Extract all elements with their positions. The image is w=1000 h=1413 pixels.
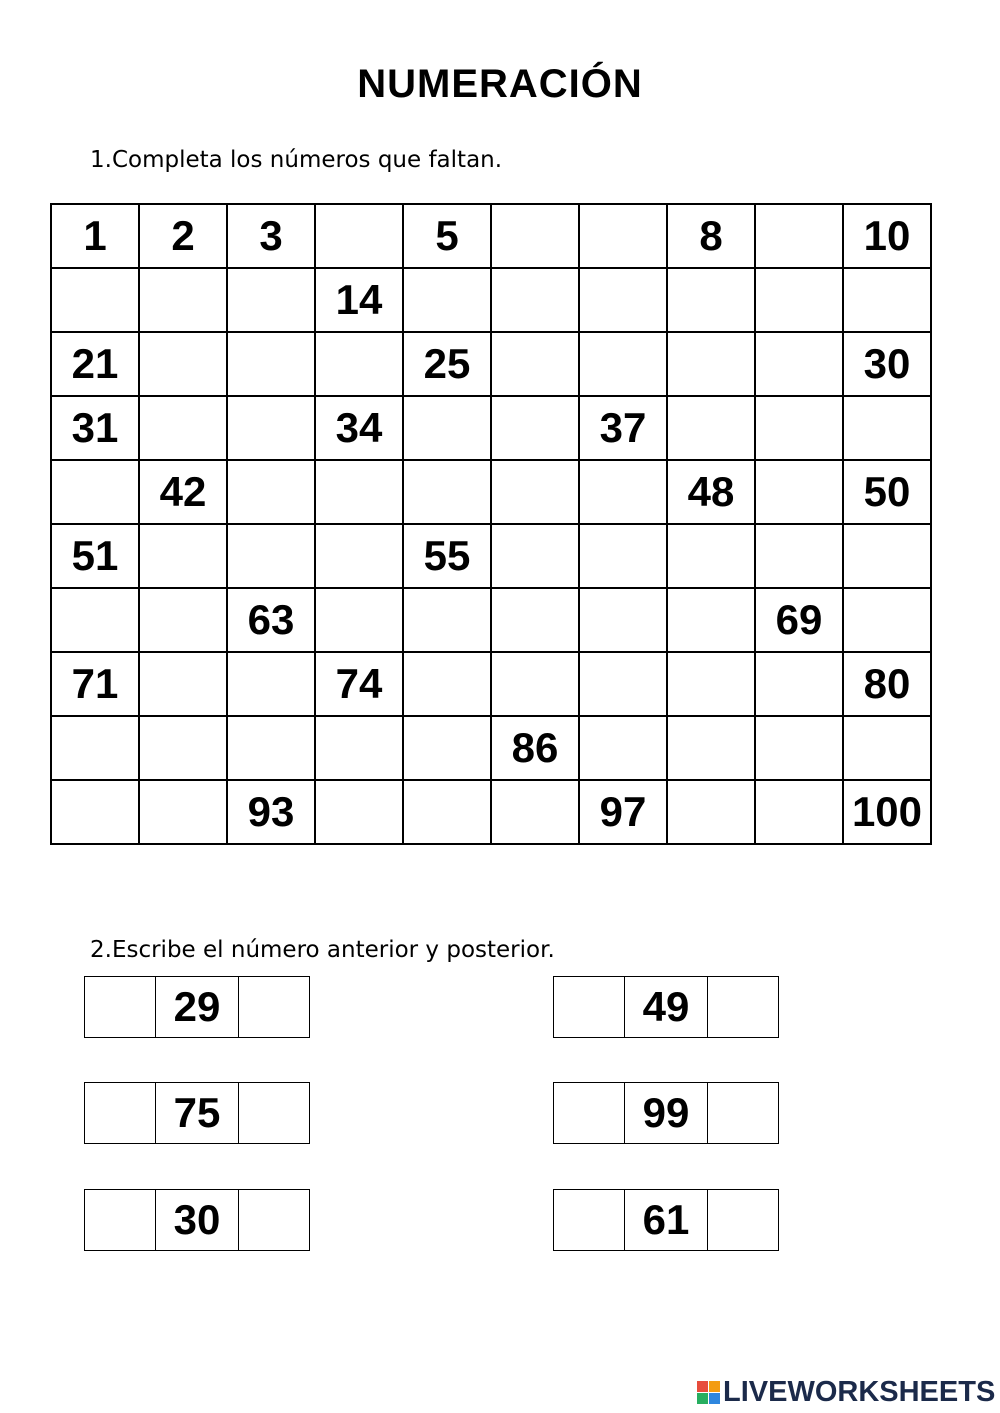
grid-number-cell: 30 — [843, 332, 931, 396]
grid-answer-cell[interactable] — [491, 588, 579, 652]
logo-square-3 — [697, 1393, 708, 1404]
grid-answer-cell[interactable] — [755, 780, 843, 844]
grid-answer-cell[interactable] — [491, 396, 579, 460]
grid-answer-cell[interactable] — [843, 268, 931, 332]
grid-number-cell: 86 — [491, 716, 579, 780]
given-number: 99 — [625, 1083, 708, 1143]
grid-answer-cell[interactable] — [843, 396, 931, 460]
grid-answer-cell[interactable] — [315, 716, 403, 780]
neighbor-exercise — [84, 1082, 310, 1144]
grid-number-cell: 93 — [227, 780, 315, 844]
grid-answer-cell[interactable] — [403, 588, 491, 652]
grid-number-cell: 48 — [667, 460, 755, 524]
grid-answer-cell[interactable] — [51, 460, 139, 524]
grid-answer-cell[interactable] — [139, 588, 227, 652]
grid-answer-cell[interactable] — [843, 716, 931, 780]
next-number-field[interactable] — [239, 1190, 309, 1250]
grid-answer-cell[interactable] — [491, 268, 579, 332]
grid-answer-cell[interactable] — [315, 780, 403, 844]
grid-answer-cell[interactable] — [227, 652, 315, 716]
logo-icon — [697, 1381, 720, 1404]
grid-row — [51, 780, 931, 844]
grid-answer-cell[interactable] — [227, 332, 315, 396]
grid-answer-cell[interactable] — [227, 396, 315, 460]
grid-number-cell: 14 — [315, 268, 403, 332]
grid-answer-cell[interactable] — [667, 332, 755, 396]
grid-answer-cell[interactable] — [315, 588, 403, 652]
previous-number-field[interactable] — [85, 977, 156, 1037]
grid-answer-cell[interactable] — [491, 204, 579, 268]
next-number-field[interactable] — [708, 1083, 778, 1143]
grid-answer-cell[interactable] — [51, 268, 139, 332]
grid-row — [51, 204, 931, 268]
grid-answer-cell[interactable] — [579, 652, 667, 716]
grid-answer-cell[interactable] — [755, 396, 843, 460]
neighbor-exercise — [553, 976, 779, 1038]
grid-number-cell: 21 — [51, 332, 139, 396]
grid-answer-cell[interactable] — [755, 332, 843, 396]
grid-row — [51, 268, 931, 332]
grid-answer-cell[interactable] — [403, 396, 491, 460]
grid-answer-cell[interactable] — [491, 332, 579, 396]
grid-answer-cell[interactable] — [579, 716, 667, 780]
previous-number-field[interactable] — [554, 1083, 625, 1143]
grid-answer-cell[interactable] — [491, 652, 579, 716]
grid-row — [51, 524, 931, 588]
neighbor-exercise — [84, 1189, 310, 1251]
grid-answer-cell[interactable] — [403, 716, 491, 780]
grid-answer-cell[interactable] — [491, 780, 579, 844]
grid-number-cell: 5 — [403, 204, 491, 268]
grid-answer-cell[interactable] — [843, 524, 931, 588]
next-number-field[interactable] — [239, 1083, 309, 1143]
grid-answer-cell[interactable] — [667, 588, 755, 652]
grid-answer-cell[interactable] — [579, 332, 667, 396]
grid-number-cell: 10 — [843, 204, 931, 268]
grid-answer-cell[interactable] — [667, 716, 755, 780]
grid-number-cell: 1 — [51, 204, 139, 268]
grid-answer-cell[interactable] — [667, 524, 755, 588]
grid-answer-cell[interactable] — [315, 460, 403, 524]
logo-square-2 — [709, 1381, 720, 1392]
grid-number-cell: 51 — [51, 524, 139, 588]
grid-answer-cell[interactable] — [227, 524, 315, 588]
grid-answer-cell[interactable] — [51, 716, 139, 780]
grid-number-cell: 100 — [843, 780, 931, 844]
grid-answer-cell[interactable] — [579, 524, 667, 588]
given-number: 30 — [156, 1190, 239, 1250]
given-number: 75 — [156, 1083, 239, 1143]
grid-answer-cell[interactable] — [667, 652, 755, 716]
grid-number-cell: 55 — [403, 524, 491, 588]
grid-row — [51, 588, 931, 652]
grid-answer-cell[interactable] — [315, 524, 403, 588]
grid-number-cell: 25 — [403, 332, 491, 396]
grid-number-cell: 97 — [579, 780, 667, 844]
grid-row — [51, 396, 931, 460]
grid-answer-cell[interactable] — [667, 780, 755, 844]
grid-answer-cell[interactable] — [755, 652, 843, 716]
grid-answer-cell[interactable] — [139, 268, 227, 332]
neighbor-exercise — [84, 976, 310, 1038]
grid-number-cell: 50 — [843, 460, 931, 524]
grid-answer-cell[interactable] — [51, 588, 139, 652]
grid-answer-cell[interactable] — [139, 716, 227, 780]
grid-answer-cell[interactable] — [579, 204, 667, 268]
logo-square-4 — [709, 1393, 720, 1404]
number-grid — [50, 203, 932, 845]
grid-row — [51, 652, 931, 716]
grid-number-cell: 31 — [51, 396, 139, 460]
grid-answer-cell[interactable] — [139, 332, 227, 396]
grid-answer-cell[interactable] — [403, 460, 491, 524]
grid-answer-cell[interactable] — [403, 268, 491, 332]
grid-answer-cell[interactable] — [755, 268, 843, 332]
grid-row — [51, 460, 931, 524]
grid-answer-cell[interactable] — [227, 460, 315, 524]
grid-answer-cell[interactable] — [139, 396, 227, 460]
logo-text: LIVEWORKSHEETS — [723, 1376, 996, 1408]
grid-answer-cell[interactable] — [843, 588, 931, 652]
given-number: 49 — [625, 977, 708, 1037]
grid-answer-cell[interactable] — [491, 460, 579, 524]
grid-answer-cell[interactable] — [755, 204, 843, 268]
neighbor-exercise — [553, 1082, 779, 1144]
neighbor-exercise — [553, 1189, 779, 1251]
grid-number-cell: 63 — [227, 588, 315, 652]
grid-number-cell: 69 — [755, 588, 843, 652]
grid-row — [51, 332, 931, 396]
next-number-field[interactable] — [708, 1190, 778, 1250]
grid-answer-cell[interactable] — [667, 396, 755, 460]
instruction-1: 1.Completa los números que faltan. — [90, 147, 503, 173]
grid-answer-cell[interactable] — [315, 204, 403, 268]
grid-number-cell: 80 — [843, 652, 931, 716]
grid-answer-cell[interactable] — [755, 716, 843, 780]
grid-answer-cell[interactable] — [579, 588, 667, 652]
grid-number-cell: 34 — [315, 396, 403, 460]
grid-answer-cell[interactable] — [227, 716, 315, 780]
grid-number-cell: 37 — [579, 396, 667, 460]
previous-number-field[interactable] — [85, 1190, 156, 1250]
grid-number-cell: 2 — [139, 204, 227, 268]
grid-answer-cell[interactable] — [403, 652, 491, 716]
given-number: 29 — [156, 977, 239, 1037]
grid-answer-cell[interactable] — [139, 652, 227, 716]
previous-number-field[interactable] — [554, 977, 625, 1037]
grid-number-cell: 74 — [315, 652, 403, 716]
grid-answer-cell[interactable] — [755, 460, 843, 524]
grid-answer-cell[interactable] — [51, 780, 139, 844]
grid-row — [51, 716, 931, 780]
logo-square-1 — [697, 1381, 708, 1392]
grid-number-cell: 3 — [227, 204, 315, 268]
grid-answer-cell[interactable] — [755, 524, 843, 588]
grid-answer-cell[interactable] — [491, 524, 579, 588]
next-number-field[interactable] — [708, 977, 778, 1037]
grid-answer-cell[interactable] — [579, 268, 667, 332]
grid-answer-cell[interactable] — [227, 268, 315, 332]
grid-answer-cell[interactable] — [403, 780, 491, 844]
page-title: NUMERACIÓN — [357, 62, 643, 106]
previous-number-field[interactable] — [85, 1083, 156, 1143]
previous-number-field[interactable] — [554, 1190, 625, 1250]
grid-answer-cell[interactable] — [139, 524, 227, 588]
grid-answer-cell[interactable] — [315, 332, 403, 396]
grid-answer-cell[interactable] — [667, 268, 755, 332]
liveworksheets-logo — [697, 1376, 995, 1409]
instruction-2: 2.Escribe el número anterior y posterior. — [90, 937, 555, 963]
grid-answer-cell[interactable] — [579, 460, 667, 524]
grid-number-cell: 8 — [667, 204, 755, 268]
given-number: 61 — [625, 1190, 708, 1250]
grid-number-cell: 42 — [139, 460, 227, 524]
grid-number-cell: 71 — [51, 652, 139, 716]
grid-answer-cell[interactable] — [139, 780, 227, 844]
next-number-field[interactable] — [239, 977, 309, 1037]
